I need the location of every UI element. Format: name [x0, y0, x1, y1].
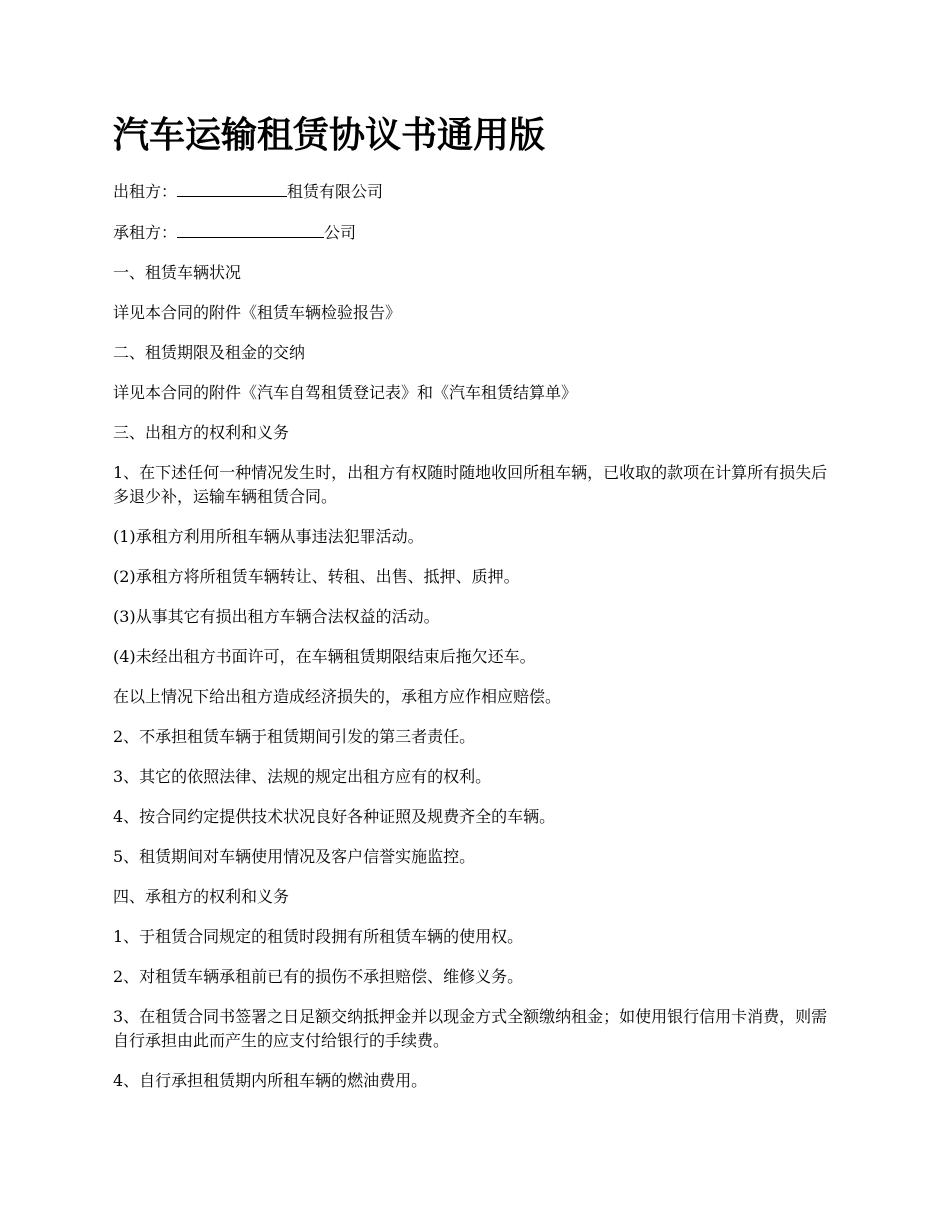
- document-title: 汽车运输租赁协议书通用版: [113, 115, 546, 156]
- section-heading-lessee-rights: 四、承租方的权利和义务: [113, 887, 290, 906]
- sub-clause: (4)未经出租方书面许可，在车辆租赁期限结束后拖欠还车。: [113, 647, 536, 666]
- sub-clause: (2)承租方将所租赁车辆转让、转租、出售、抵押、质押。: [113, 567, 520, 586]
- clause: 4、按合同约定提供技术状况良好各种证照及规费齐全的车辆。: [113, 807, 556, 826]
- lessor-name-blank: [177, 179, 287, 197]
- clause: 3、在租赁合同书签署之日足额交纳抵押金并以现金方式全额缴纳租金；如使用银行信用卡消费，则需自行承担由此而产生的应支付给银行的手续费。: [113, 1007, 828, 1050]
- section-heading-vehicle-status: 一、租赁车辆状况: [113, 263, 242, 282]
- paragraph: 在以上情况下给出租方造成经济损失的，承租方应作相应赔偿。: [113, 687, 562, 706]
- clause: 3、其它的依照法律、法规的规定出租方应有的权利。: [113, 767, 492, 786]
- clause: 2、不承担租赁车辆于租赁期间引发的第三者责任。: [113, 727, 476, 746]
- sub-clause: (1)承租方利用所租车辆从事违法犯罪活动。: [113, 527, 424, 546]
- lessee-suffix: 公司: [324, 223, 357, 242]
- lessor-suffix: 租赁有限公司: [287, 182, 384, 201]
- clause: 5、租赁期间对车辆使用情况及客户信誉实施监控。: [113, 847, 476, 866]
- lessee-line: [113, 220, 833, 245]
- clause: 1、在下述任何一种情况发生时，出租方有权随时随地收回所租车辆，已收取的款项在计算所有损失后多退少补，运输车辆租赁合同。: [113, 463, 828, 506]
- clause: 4、自行承担租赁期内所租车辆的燃油费用。: [113, 1071, 428, 1090]
- paragraph: 详见本合同的附件《租赁车辆检验报告》: [113, 303, 402, 322]
- section-heading-term-rent: 二、租赁期限及租金的交纳: [113, 343, 306, 362]
- lessor-label: 出租方：: [113, 182, 178, 201]
- clause: 1、于租赁合同规定的租赁时段拥有所租赁车辆的使用权。: [113, 927, 524, 946]
- lessor-line: [113, 179, 833, 204]
- lessee-label: 承租方：: [113, 223, 178, 242]
- lessee-name-blank: [177, 220, 324, 238]
- clause: 2、对租赁车辆承租前已有的损伤不承担赔偿、维修义务。: [113, 967, 524, 986]
- document-body: [113, 179, 833, 1109]
- sub-clause: (3)从事其它有损出租方车辆合法权益的活动。: [113, 607, 440, 626]
- paragraph: 详见本合同的附件《汽车自驾租赁登记表》和《汽车租赁结算单》: [113, 383, 578, 402]
- section-heading-lessor-rights: 三、出租方的权利和义务: [113, 423, 290, 442]
